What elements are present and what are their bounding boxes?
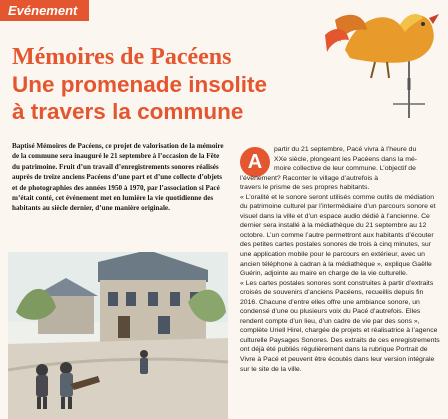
- body-paragraph: « Les cartes postales sonores sont construites à partir d’extraits croisés de souvenirs d’anciens Pacéens, recueillis depuis fin 2016. Chacune d’entre elles offre une ambiance sonore, un condensé d’une ou plusieurs voix du Pacé d’autrefois. Elles rendent compte d’un lieu, d’un cadre de vie par des sons », complète Uriell Hirel, chargée de projets et réalisatrice à l’agence culturelle Paysages Sonores. Des extraits de ces enregistrements ont déjà été publiés régulièrement dans la rubrique Portrait de Vivre à Pacé et peuvent être écoutés dans leur version intégrale sur le site de la ville.: [240, 279, 440, 373]
- lead-text: Baptisé Mémoires de Pacéens, ce projet de valorisation de la mémoire de la commune sera inauguré le 21 septembre à l’occasion de la Fête du patrimoine. Fruit d’un travail d’enregistrements sonores réalisés auprès de treize anciens Pacéens d’une part et d’une collecte d’objets et de photographies des années 1950 à 1970, par l’association si Pacé m’était conté, cet événement met en lumière la vie quotidienne des habitants au siècle dernier, d’une manière originale.: [12, 142, 224, 213]
- section-tag: Evénement: [0, 0, 89, 21]
- village-watercolor-illustration: [8, 252, 228, 419]
- body-line: moire collective de leur commune. L’objectif de: [274, 165, 416, 173]
- body-line: l’événement? Raconter le village d’autrefois à: [240, 174, 379, 182]
- body-paragraph: « L’oralité et le sonore seront utilisés comme outils de médiation du patrimoine culturel par l’intermédiaire d’un parcours sonore et visuel dans la ville et d’un espace audio dédié à l’ancienne. Ce dernier sera installé à la médiathèque du 21 septembre au 12 octobre. L’un comme l’autre permettront aux habitants d’écouter des petites cartes postales sonores de trois à cinq minutes, sur une application mobile pour le parcours en extérieur, avec un ancien téléphone à cadran à la médiathèque », explique Gaëlle Guérin, adjointe au maire en charge de la vie culturelle.: [240, 193, 436, 278]
- body-line: XXe siècle, plongeant les Pacéens dans la mé-: [274, 155, 418, 163]
- body-line: travers le prisme de ses propres habitants.: [240, 184, 370, 192]
- article-title: [12, 44, 312, 125]
- body-line: partir du 21 septembre, Pacé vivra à l’heure du: [274, 146, 417, 153]
- article-body: [240, 145, 440, 374]
- title-line-1: Mémoires de Pacéens: [12, 44, 232, 70]
- weathervane-rooster-illustration: [305, 0, 448, 118]
- title-line-2: Une promenade insolite: [12, 72, 268, 97]
- title-line-3: à travers la commune: [12, 99, 244, 124]
- lead-paragraph: [12, 141, 224, 214]
- drop-cap: A: [240, 147, 270, 177]
